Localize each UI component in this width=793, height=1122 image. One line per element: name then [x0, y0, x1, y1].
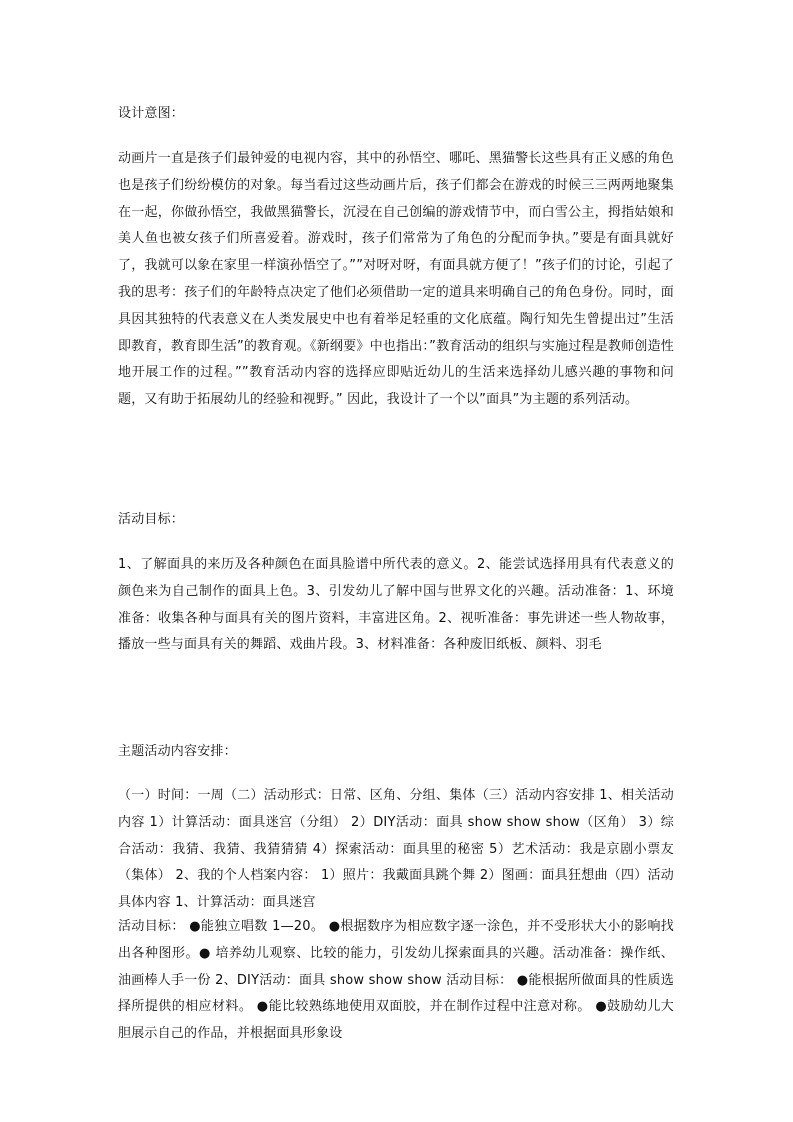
- activity-goals-paragraph: 1、了解面具的来历及各种颜色在面具脸谱中所代表的意义。2、能尝试选择用具有代表意义的颜色来为自己制作的面具上色。3、引发幼儿了解中国与世界文化的兴趣。活动准备：1、环境准备：收集各种与面具有关的图片资料，丰富进区角。2、视听准备：事先讲述一些人物故事，播放一些与面具有关的舞蹈、戏曲片段。3、材料准备：各种废旧纸板、颜料、羽毛: [118, 557, 674, 653]
- activity-goals-heading: 活动目标：: [118, 512, 185, 527]
- theme-arrangement-heading: 主题活动内容安排：: [118, 744, 237, 759]
- activity-details-paragraph: 活动目标： ●能独立唱数 1—20。 ●根据数序为相应数字逐一涂色，并不受形状大小的影响找出各种图形。● 培养幼儿观察、比较的能力，引发幼儿探索面具的兴趣。活动准备：操作纸、油画棒人手一份 2、DIY活动：面具 show show show 活动目标： ●能根据所做面具的性质选择所提供的相应材料。 ●能比较熟练地使用双面胶，并在制作过程中注意对称。 ●鼓励幼儿大胆展示自己的作品，并根据面具形象设: [118, 919, 674, 1042]
- design-intent-heading: 设计意图：: [118, 106, 185, 121]
- theme-arrangement-paragraph: （一）时间：一周（二）活动形式：日常、区角、分组、集体（三）活动内容安排 1、相关活动内容 1）计算活动：面具迷宫（分组） 2）DIY活动：面具 show show show（区角） 3）综合活动：我猜、我猜、我猜猜猜 4）探索活动：面具里的秘密 5）艺术活动：我是京剧小票友（集体） 2、我的个人档案内容： 1）照片：我戴面具跳个舞 2）图画：面具狂想曲（四）活动具体内容 1、计算活动：面具迷宫: [118, 788, 674, 911]
- design-intent-paragraph: 动画片一直是孩子们最钟爱的电视内容，其中的孙悟空、哪吒、黑猫警长这些具有正义感的角色也是孩子们纷纷模仿的对象。每当看过这些动画片后，孩子们都会在游戏的时候三三两两地聚集在一起，你做孙悟空，我做黑猫警长，沉浸在自己创编的游戏情节中，而白雪公主，拇指姑娘和美人鱼也被女孩子们所喜爱着。游戏时，孩子们常常为了角色的分配而争执。”要是有面具就好了，我就可以象在家里一样演孙悟空了。””对呀对呀，有面具就方便了！”孩子们的讨论，引起了我的思考：孩子们的年龄特点决定了他们必须借助一定的道具来明确自己的角色身份。同时，面具因其独特的代表意义在人类发展史中也有着举足轻重的文化底蕴。陶行知先生曾提出过”生活即教育，教育即生活”的教育观。《新纲要》中也指出：”教育活动的组织与实施过程是教师创造性地开展工作的过程。””教育活动内容的选择应即贴近幼儿的生活来选择幼儿感兴趣的事物和问题，又有助于拓展幼儿的经验和视野。” 因此，我设计了一个以”面具”为主题的系列活动。: [118, 151, 674, 408]
